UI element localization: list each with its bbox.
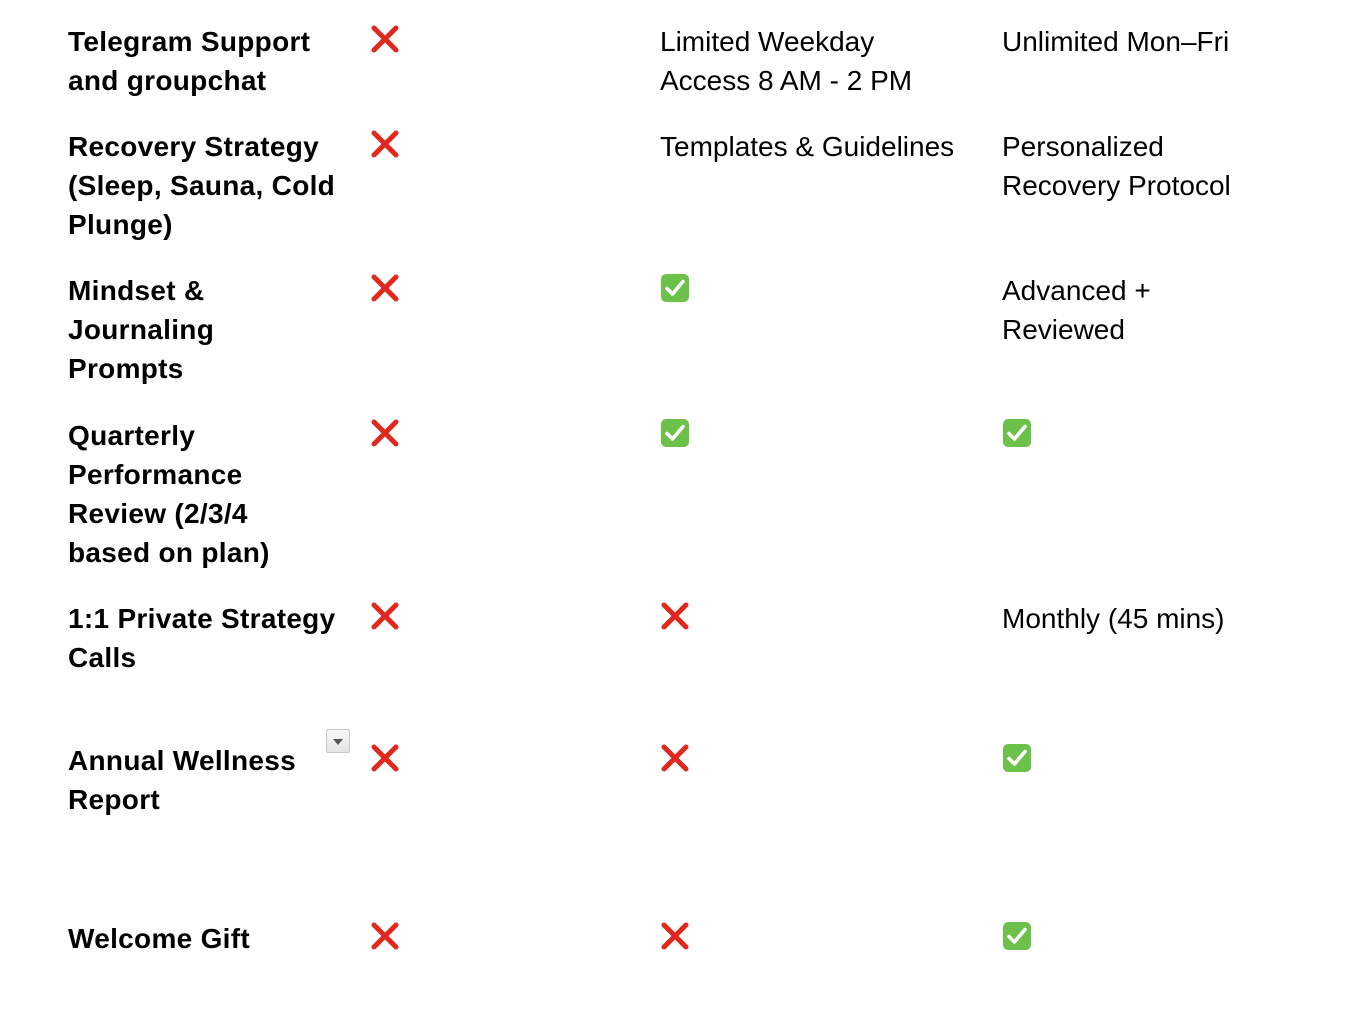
feature-name: 1:1 Private Strategy Calls	[68, 603, 336, 673]
premium-plan-cell: Personalized Recovery Protocol	[1002, 131, 1231, 201]
premium-plan-cell	[1002, 741, 1332, 781]
cross-icon	[370, 921, 400, 951]
basic-plan-cell	[370, 919, 640, 959]
basic-plan-cell	[370, 127, 640, 167]
check-box-icon	[1002, 418, 1032, 448]
standard-plan-cell	[660, 919, 990, 959]
premium-plan-cell	[1002, 416, 1332, 456]
cross-icon	[660, 921, 690, 951]
standard-plan-cell	[660, 271, 990, 311]
feature-name: Telegram Support and groupchat	[68, 26, 311, 96]
cross-icon	[660, 743, 690, 773]
premium-plan-cell	[1002, 919, 1332, 959]
standard-plan-cell	[660, 741, 990, 781]
standard-plan-cell	[660, 416, 990, 456]
standard-plan-cell: Templates & Guidelines	[660, 131, 955, 162]
basic-plan-cell	[370, 599, 640, 639]
check-box-icon	[1002, 921, 1032, 951]
basic-plan-cell	[370, 271, 640, 311]
feature-name: Mindset & Journaling Prompts	[68, 275, 215, 384]
check-box-icon	[660, 273, 690, 303]
feature-name: Recovery Strategy (Sleep, Sauna, Cold Plunge)	[68, 131, 336, 240]
standard-plan-cell	[660, 599, 990, 639]
feature-name: Annual Wellness Report	[68, 745, 297, 815]
feature-name: Welcome Gift	[68, 923, 251, 954]
premium-plan-cell: Unlimited Mon–Fri	[1002, 26, 1230, 57]
premium-plan-cell: Advanced + Reviewed	[1002, 275, 1151, 345]
check-box-icon	[1002, 743, 1032, 773]
cross-icon	[370, 743, 400, 773]
basic-plan-cell	[370, 416, 640, 456]
standard-plan-cell: Limited Weekday Access 8 AM - 2 PM	[660, 26, 913, 96]
cross-icon	[370, 129, 400, 159]
cross-icon	[370, 418, 400, 448]
cell-dropdown-button[interactable]	[326, 729, 350, 753]
premium-plan-cell: Monthly (45 mins)	[1002, 603, 1225, 634]
cross-icon	[660, 601, 690, 631]
check-box-icon	[660, 418, 690, 448]
basic-plan-cell	[370, 741, 640, 781]
chevron-down-icon	[333, 739, 343, 745]
basic-plan-cell	[370, 22, 640, 62]
feature-name: Quarterly Performance Review (2/3/4 based on plan)	[68, 420, 270, 568]
cross-icon	[370, 273, 400, 303]
cross-icon	[370, 24, 400, 54]
cross-icon	[370, 601, 400, 631]
